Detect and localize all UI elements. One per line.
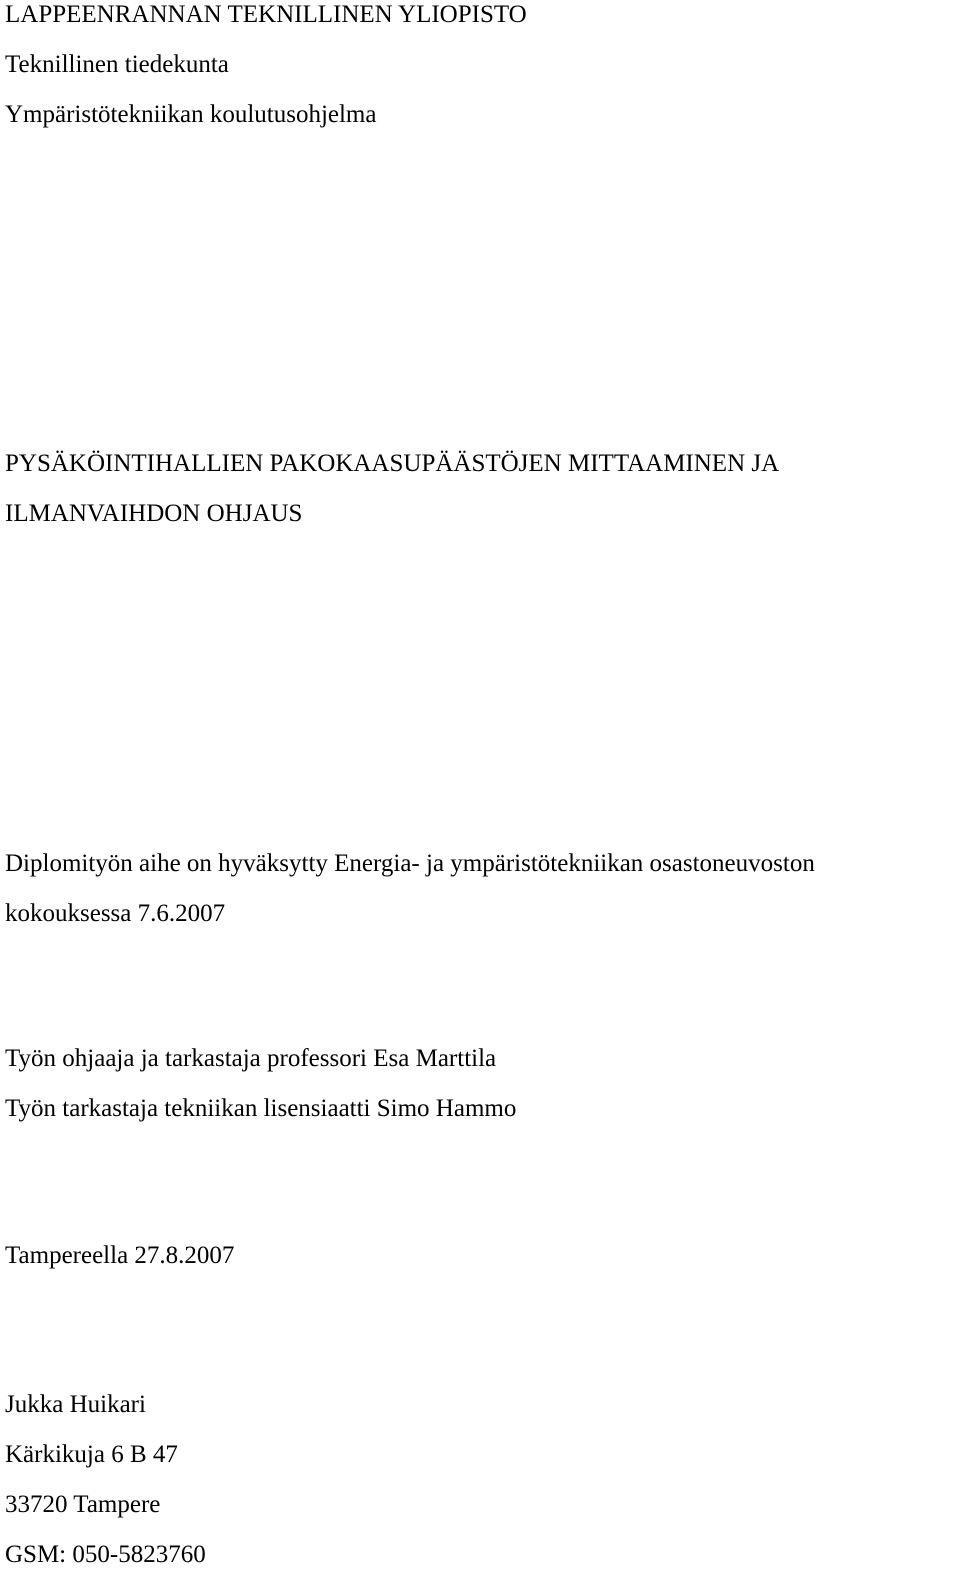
approval-line-1: Diplomityön aihe on hyväksytty Energia- ja ympäristötekniikan osastoneuvoston [5, 850, 815, 877]
author-street: Kärkikuja 6 B 47 [5, 1441, 178, 1468]
author-name: Jukka Huikari [5, 1391, 146, 1418]
thesis-title-line-1: PYSÄKÖINTIHALLIEN PAKOKAASUPÄÄSTÖJEN MITTAAMINEN JA [5, 450, 780, 477]
faculty-name: Teknillinen tiedekunta [5, 51, 229, 78]
programme-name: Ympäristötekniikan koulutusohjelma [5, 101, 377, 128]
place-and-date: Tampereella 27.8.2007 [5, 1242, 235, 1269]
author-phone: GSM: 050-5823760 [5, 1541, 206, 1568]
supervisor-line-1: Työn ohjaaja ja tarkastaja professori Esa Marttila [5, 1045, 497, 1072]
university-name: LAPPEENRANNAN TEKNILLINEN YLIOPISTO [5, 1, 527, 28]
author-city: 33720 Tampere [5, 1491, 161, 1518]
approval-line-2: kokouksessa 7.6.2007 [5, 900, 226, 927]
supervisor-line-2: Työn tarkastaja tekniikan lisensiaatti Simo Hammo [5, 1095, 517, 1122]
thesis-title-line-2: ILMANVAIHDON OHJAUS [5, 500, 303, 527]
